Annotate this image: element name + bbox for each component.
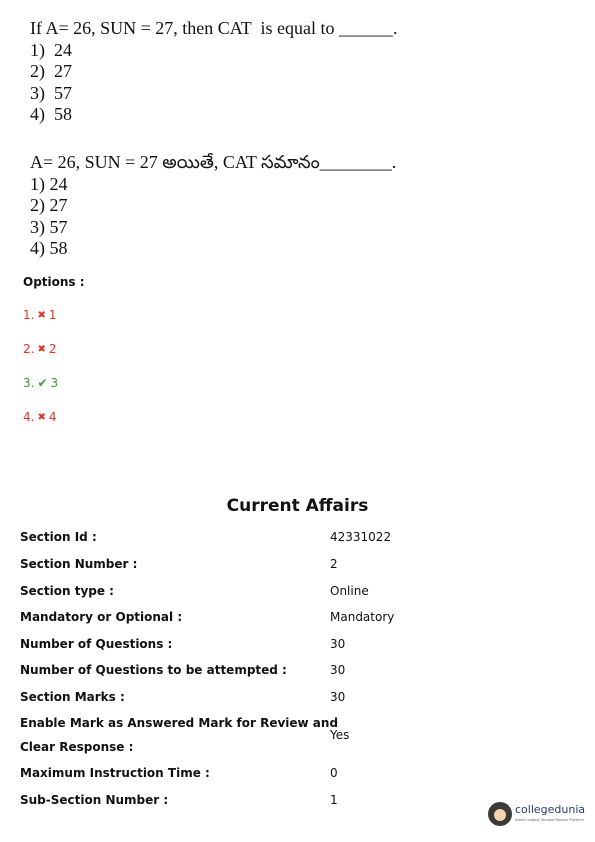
cross-icon: ✖ [37,309,46,321]
row-label: Section Marks : [20,690,125,704]
question-option: 3) 57 [30,82,72,103]
option-3 [23,376,58,390]
row-value: Online [330,584,369,598]
question-option: 4) 58 [30,104,72,124]
option-number: 2. [23,342,35,356]
logo-brand: collegedunia [515,803,586,816]
row-label: Number of Questions : [20,637,173,651]
question-option: 2) 27 [30,195,68,215]
option-value: 2 [48,342,57,356]
option-4 [23,410,56,424]
question-english [30,18,397,126]
row-value: 30 [330,663,346,677]
option-number: 1. [23,308,35,322]
option-number: 3. [23,376,35,390]
option-number: 4. [23,410,35,424]
check-icon: ✔ [37,376,48,390]
section-title: Current Affairs [226,496,369,516]
option-value: 3 [50,376,59,390]
row-value: 0 [330,766,338,780]
row-label: Number of Questions to be attempted : [20,663,287,677]
row-label: Section type : [20,584,114,598]
option-value: 1 [48,308,57,322]
cross-icon: ✖ [37,411,46,423]
row-label: Section Number : [20,557,138,571]
option-2 [23,342,56,356]
cross-icon: ✖ [37,343,46,355]
row-label: Mandatory or Optional : [20,610,183,624]
row-value: 2 [330,557,338,571]
row-label: Sub-Section Number : [20,793,169,807]
collegedunia-logo [488,800,588,830]
row-label: Maximum Instruction Time : [20,766,210,780]
question-option: 1) 24 [30,173,68,194]
row-value: 30 [330,690,346,704]
question-option: 2) 27 [30,61,72,81]
question-telugu [30,152,396,260]
question-option: 4) 58 [30,238,68,258]
row-label-continued: Clear Response : [20,740,134,754]
question-text: If A= 26, SUN = 27, then CAT is equal to ______. [30,18,398,38]
row-value: Yes [330,728,350,742]
mascot-icon [488,802,512,826]
row-value: 30 [330,637,346,651]
row-value: 1 [330,793,338,807]
options-label: Options : [23,275,85,289]
option-value: 4 [48,410,57,424]
question-option: 3) 57 [30,216,68,237]
logo-tagline: India's largest Student Review Platform [515,818,584,822]
row-label: Section Id : [20,530,97,544]
question-option: 1) 24 [30,39,72,60]
row-value: 42331022 [330,530,392,544]
row-value: Mandatory [330,610,395,624]
option-1 [23,308,56,322]
question-text: A= 26, SUN = 27 అయితే, CAT సమానం________. [30,152,397,172]
row-label: Enable Mark as Answered Mark for Review and [20,716,339,730]
